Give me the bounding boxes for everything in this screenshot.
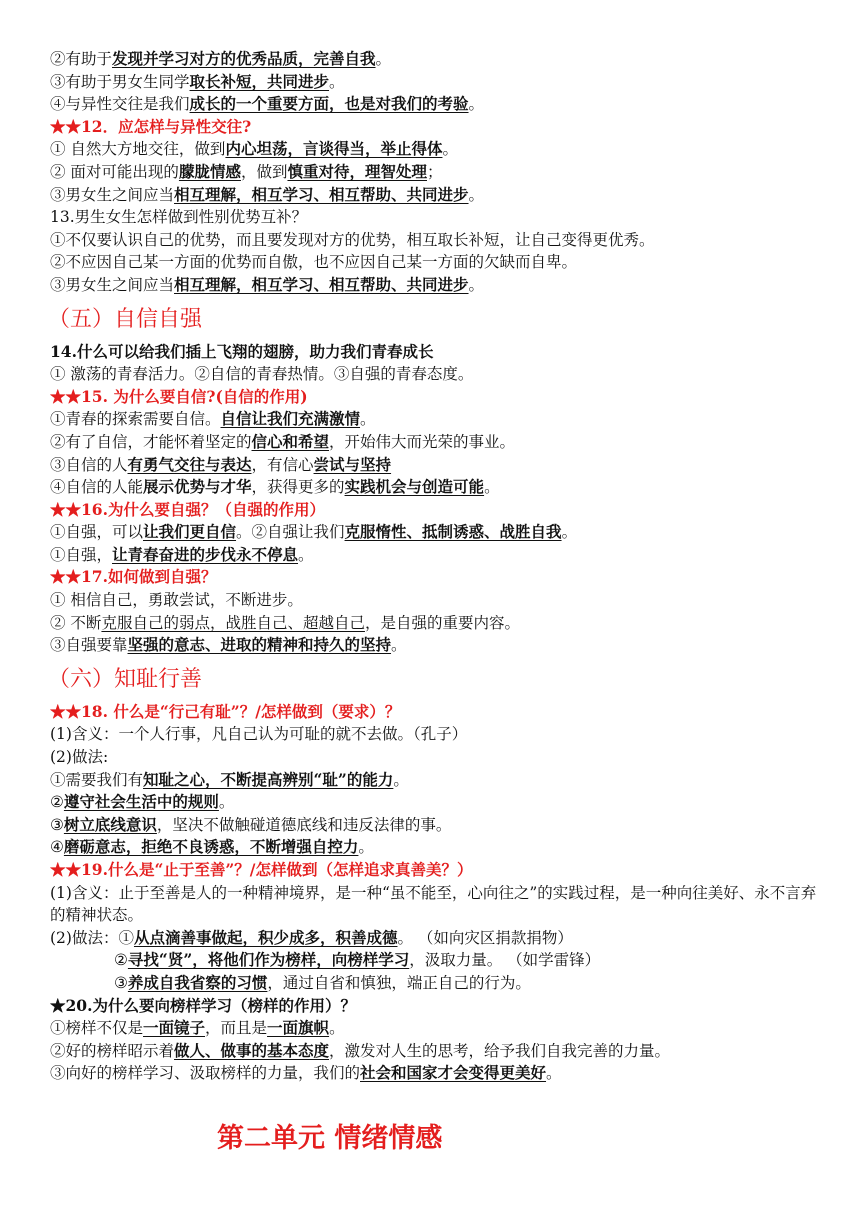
text-line: (1)含义：一个人行事，凡自己认为可耻的就不去做。（孔子） [50, 725, 468, 744]
text-line: ②寻找“贤”，将他们作为榜样，向榜样学习，汲取力量。 （如学雷锋） [114, 950, 601, 970]
text-paragraph: (1)含义：止于至善是人的一种精神境界，是一种“虽不能至，心向往之”的实践过程，是一种向往美好、永不言弃的精神状态。 [50, 883, 817, 925]
text-line: ①自强，可以让我们更自信。②自强让我们克服惰性、抵制诱惑、战胜自我。 [50, 522, 578, 542]
text-line: ③养成自我省察的习惯，通过自省和慎独，端正自己的行为。 [114, 972, 531, 992]
question-heading: ★★19.什么是“止于至善”？/怎样做到（怎样追求真善美？） [50, 860, 473, 879]
text-line: ② 面对可能出现的朦胧情感，做到慎重对待，理智处理； [50, 161, 443, 181]
text-line: ②有助于发现并学习对方的优秀品质，完善自我。 [50, 49, 392, 68]
question-heading: 13.男生女生怎样做到性别优势互补？ [50, 208, 308, 227]
unit-title: 第二单元 情绪情感 [217, 1123, 443, 1154]
question-heading: ★20.为什么要向榜样学习（榜样的作用）？ [50, 995, 356, 1015]
text-line: ① 自然大方地交往，做到内心坦荡，言谈得当，举止得体。 [50, 139, 458, 159]
text-line: (2)做法: [50, 748, 109, 767]
text-line: ①需要我们有知耻之心，不断提高辨别“耻”的能力。 [50, 769, 409, 789]
text-line: ②有了自信，才能怀着坚定的信心和希望，开始伟大而光荣的事业。 [50, 431, 516, 451]
text-line: ③男女生之间应当相互理解，相互学习、相互帮助、共同进步。 [50, 184, 485, 204]
question-heading: ★★18. 什么是“行己有耻”？/怎样做到（要求）？ [50, 701, 401, 721]
question-heading: ★★16.为什么要自强？（自强的作用） [50, 499, 325, 519]
question-heading: ★★12．应怎样与异性交往? [50, 116, 252, 136]
text-line: ②不应因自己某一方面的优势而自傲，也不应因自己某一方面的欠缺而自卑。 [50, 253, 578, 272]
text-line: ① 激荡的青春活力。②自信的青春热情。③自强的青春态度。 [50, 365, 474, 384]
question-heading: 14.什么可以给我们插上飞翔的翅膀，助力我们青春成长 [50, 341, 434, 361]
text-line: (2)做法：①从点滴善事做起，积少成多，积善成德。 （如向灾区捐款捐物） [50, 927, 573, 947]
document-page [50, 48, 820, 1085]
text-line: ③自信的人有勇气交往与表达，有信心尝试与坚持 [50, 454, 392, 474]
text-line: ①青春的探索需要自信。自信让我们充满激情。 [50, 409, 376, 429]
section-title-5: （五）自信自强 [48, 306, 203, 332]
question-heading: ★★17.如何做到自强？ [50, 567, 217, 587]
text-line: ③自强要靠坚强的意志、进取的精神和持久的坚持。 [50, 635, 407, 655]
text-line: ③向好的榜样学习、汲取榜样的力量，我们的社会和国家才会变得更美好。 [50, 1063, 562, 1083]
text-line: ①自强，让青春奋进的步伐永不停息。 [50, 544, 314, 564]
section-title-6: （六）知耻行善 [48, 666, 203, 692]
text-line: ① 相信自己，勇敢尝试，不断进步。 [50, 591, 303, 610]
text-line: ② 不断克服自己的弱点，战胜自己、超越自己，是自强的重要内容。 [50, 613, 520, 632]
text-line: ②遵守社会生活中的规则。 [50, 792, 235, 812]
text-line: ③树立底线意识，坚决不做触碰道德底线和违反法律的事。 [50, 814, 452, 834]
text-line: ②好的榜样昭示着做人、做事的基本态度，激发对人生的思考，给予我们自我完善的力量。 [50, 1040, 671, 1060]
text-line: ④自信的人能展示优势与才华，获得更多的实践机会与创造可能。 [50, 477, 500, 497]
text-line: ③男女生之间应当相互理解，相互学习、相互帮助、共同进步。 [50, 274, 485, 294]
text-line: ①不仅要认识自己的优势，而且要发现对方的优势，相互取长补短，让自己变得更优秀。 [50, 230, 655, 249]
question-heading: ★★15. 为什么要自信?(自信的作用) [50, 386, 308, 406]
text-line: ④磨砺意志，拒绝不良诱惑，不断增强自控力。 [50, 837, 374, 857]
text-line: ①榜样不仅是一面镜子，而且是一面旗帜。 [50, 1018, 345, 1038]
text-line: ④与异性交往是我们成长的一个重要方面，也是对我们的考验。 [50, 94, 485, 114]
text-line: ③有助于男女生同学取长补短，共同进步。 [50, 71, 345, 91]
